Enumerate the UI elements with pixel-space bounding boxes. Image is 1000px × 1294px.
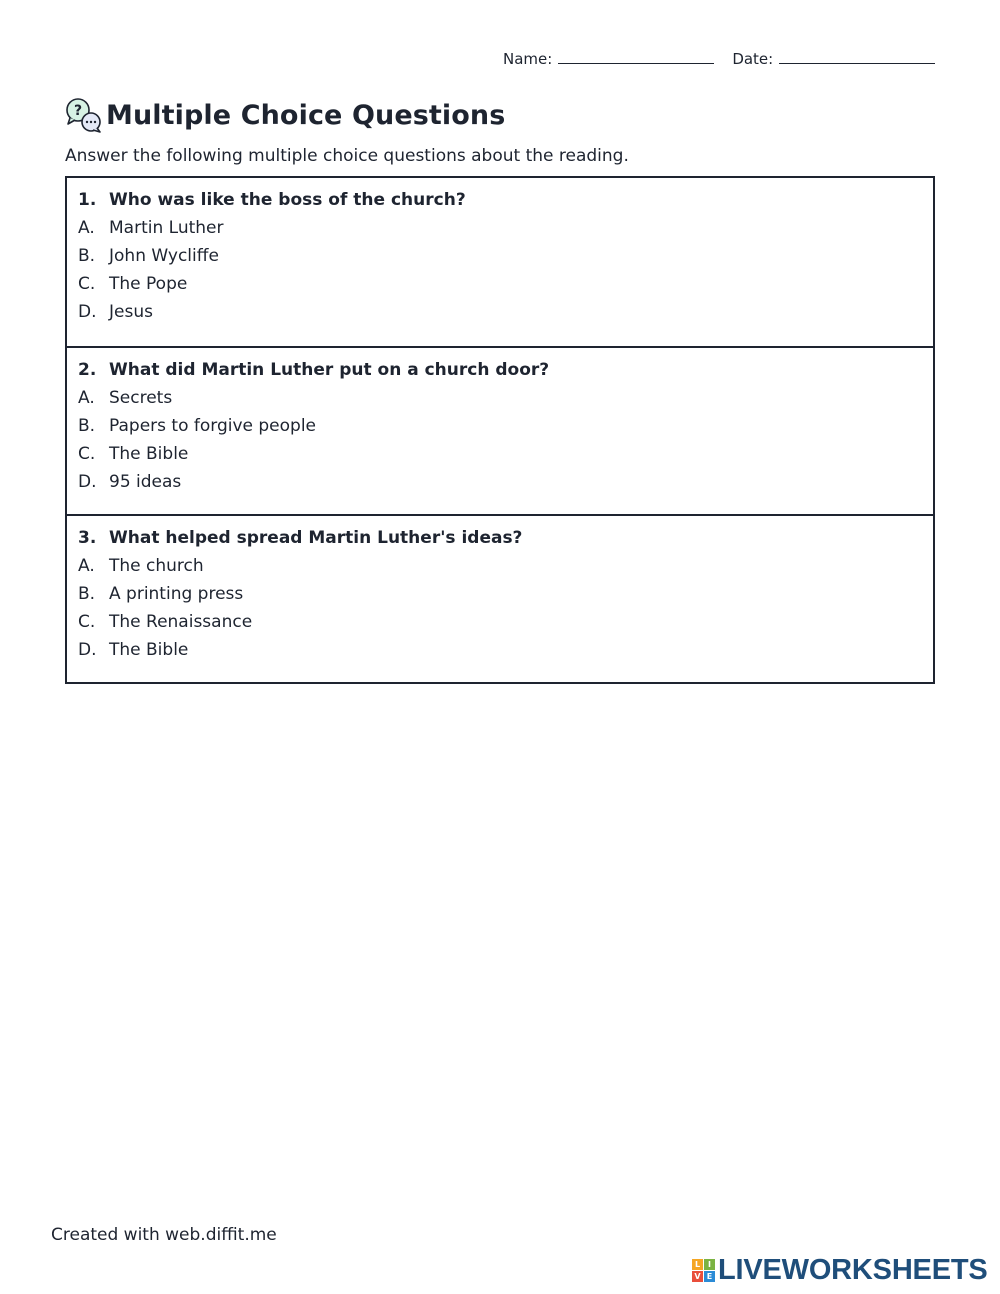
- header-fields: [503, 50, 935, 68]
- question-text: Who was like the boss of the church?: [109, 190, 466, 210]
- option-c[interactable]: [78, 612, 933, 640]
- option-d[interactable]: [78, 472, 933, 500]
- instructions: Answer the following multiple choice questions about the reading.: [65, 146, 629, 166]
- option-b[interactable]: [78, 416, 933, 444]
- option-d[interactable]: [78, 640, 933, 668]
- page-title: Multiple Choice Questions: [106, 99, 506, 131]
- option-letter: A.: [78, 218, 95, 238]
- option-letter: C.: [78, 274, 96, 294]
- question-text: What did Martin Luther put on a church door?: [109, 360, 550, 380]
- option-letter: B.: [78, 416, 96, 436]
- option-letter: D.: [78, 640, 97, 660]
- name-label: Name:: [503, 50, 553, 68]
- option-text: The Renaissance: [109, 612, 253, 632]
- question-text: What helped spread Martin Luther's ideas?: [109, 528, 523, 548]
- question-number: 1.: [78, 190, 97, 210]
- name-blank-line[interactable]: [558, 62, 714, 64]
- option-text: Papers to forgive people: [109, 416, 317, 436]
- questions-box: [65, 176, 935, 684]
- option-letter: C.: [78, 612, 96, 632]
- question-speech-bubbles-icon: [64, 96, 102, 134]
- option-a[interactable]: [78, 218, 933, 246]
- question-number: 2.: [78, 360, 97, 380]
- question-1: [67, 178, 933, 346]
- option-c[interactable]: [78, 274, 933, 302]
- option-b[interactable]: [78, 584, 933, 612]
- logo-block: E: [704, 1271, 715, 1282]
- question-2: [67, 346, 933, 514]
- logo-blocks-icon: [692, 1259, 715, 1282]
- question-3: [67, 514, 933, 682]
- date-field[interactable]: [732, 50, 935, 68]
- option-text: John Wycliffe: [109, 246, 219, 266]
- liveworksheets-logo[interactable]: [692, 1254, 988, 1287]
- option-letter: B.: [78, 246, 96, 266]
- question-number: 3.: [78, 528, 97, 548]
- option-a[interactable]: [78, 388, 933, 416]
- option-text: Martin Luther: [109, 218, 224, 238]
- option-text: The Bible: [109, 444, 189, 464]
- logo-block: L: [692, 1259, 703, 1270]
- option-text: The church: [109, 556, 204, 576]
- option-text: A printing press: [109, 584, 244, 604]
- option-letter: C.: [78, 444, 96, 464]
- option-text: Secrets: [109, 388, 173, 408]
- option-text: 95 ideas: [109, 472, 182, 492]
- option-letter: A.: [78, 388, 95, 408]
- name-field[interactable]: [503, 50, 714, 68]
- date-blank-line[interactable]: [779, 62, 935, 64]
- option-letter: D.: [78, 472, 97, 492]
- logo-block: V: [692, 1271, 703, 1282]
- option-d[interactable]: [78, 302, 933, 330]
- logo-text: LIVEWORKSHEETS: [718, 1254, 988, 1286]
- option-letter: D.: [78, 302, 97, 322]
- svg-text:?: ?: [73, 103, 83, 119]
- date-label: Date:: [732, 50, 774, 68]
- option-text: The Bible: [109, 640, 189, 660]
- option-b[interactable]: [78, 246, 933, 274]
- option-letter: B.: [78, 584, 96, 604]
- option-c[interactable]: [78, 444, 933, 472]
- option-text: Jesus: [109, 302, 153, 322]
- logo-block: I: [704, 1259, 715, 1270]
- option-letter: A.: [78, 556, 95, 576]
- option-text: The Pope: [109, 274, 188, 294]
- option-a[interactable]: [78, 556, 933, 584]
- footer-credit: Created with web.diffit.me: [51, 1225, 277, 1245]
- title-row: [64, 96, 505, 134]
